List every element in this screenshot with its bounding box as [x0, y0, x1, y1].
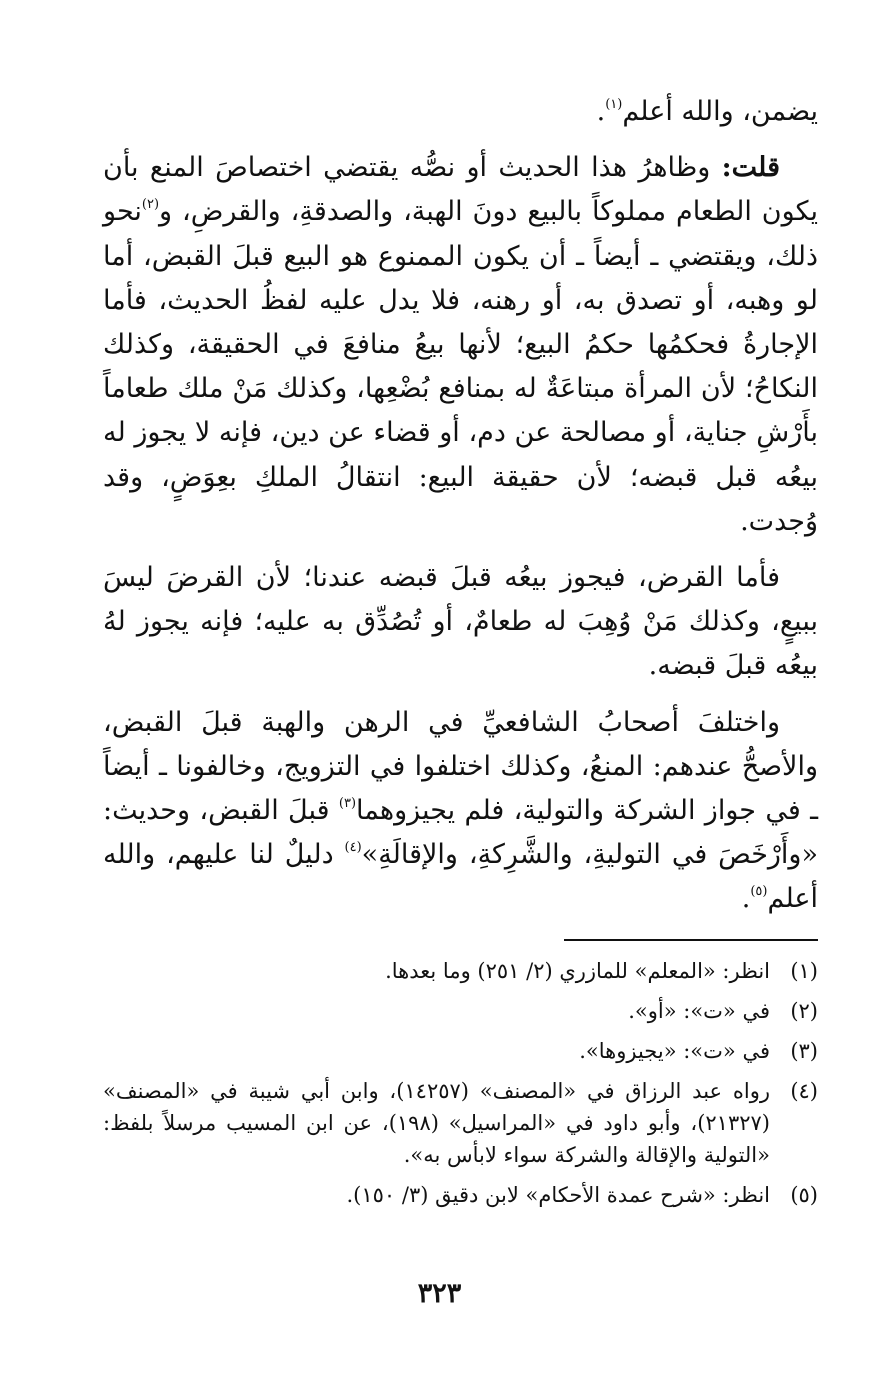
footnote-ref[interactable]: (١): [605, 97, 623, 112]
paragraph-text: فأما القرض، فيجوز بيعُه قبلَ قبضه عندنا؛ لأن القرضَ ليسَ ببيعٍ، وكذلك مَنْ وُهِبَ له طعامٌ، أو تُصُدِّق به عليه؛ فإنه يجوز لهُ بيعُه قبلَ قبضه.: [103, 562, 818, 682]
footnote-item: [103, 995, 818, 1027]
footnote-number: (١): [790, 959, 818, 983]
footnote-item: [103, 1035, 818, 1067]
footnote-item: [103, 1075, 818, 1171]
footnote-separator: [564, 939, 818, 941]
footnote-number: (٢): [790, 999, 818, 1023]
footnote-text: انظر: «شرح عمدة الأحكام» لابن دقيق (٣/ ١٥٠).: [346, 1183, 770, 1207]
footnote-number: (٤): [790, 1079, 818, 1103]
footnote-ref[interactable]: (٣): [338, 796, 357, 812]
paragraph-ikhtilaf: [103, 701, 818, 922]
paragraph-continuation: [103, 90, 818, 134]
footnote-item: [103, 955, 818, 987]
paragraph-qard: [103, 556, 818, 689]
footnote-text: رواه عبد الرزاق في «المصنف» (١٤٢٥٧)، وابن أبي شيبة في «المصنف» (٢١٣٢٧)، وأبو داود في «المراسيل» (١٩٨)، عن ابن المسيب مرسلاً بلفظ: «التولية والإقالة والشركة سواء لابأس به».: [103, 1079, 770, 1167]
paragraph-text: قبلَ القبض، وحديث: «وأَرْخَصَ في التوليةِ، والشَّرِكةِ، والإقالَةِ»: [103, 795, 818, 871]
footnote-ref[interactable]: (٢): [141, 197, 160, 213]
paragraph-qult: [103, 146, 818, 544]
paragraph-lead: قلت:: [721, 152, 780, 184]
paragraph-text: دليلٌ لنا عليهم، والله أعلم: [103, 839, 818, 915]
footnote-ref[interactable]: (٤): [344, 840, 362, 856]
footnote-ref[interactable]: (٥): [750, 884, 768, 900]
footnote-text: في «ت»: «يجيزوها».: [579, 1039, 770, 1063]
footnote-text: في «ت»: «أو».: [628, 999, 770, 1023]
footnote-number: (٥): [790, 1183, 818, 1207]
main-text: [103, 90, 818, 922]
page-number: ٣٢٣: [417, 1278, 462, 1309]
paragraph-text: نحو ذلك، ويقتضي ـ أيضاً ـ أن يكون الممنوع هو البيع قبلَ القبض، أما لو وهبه، أو تصدق به، أو رهنه، فلا يدل عليه لفظُ الحديث، فأما الإجارةُ فحكمُها حكمُ البيع؛ لأنها بيعُ منافعَ في الحقيقة، وكذلك النكاحُ؛ لأن المرأة مبتاعَةٌ له بمنافع بُضْعِها، وكذلك مَنْ ملك طعاماً بأَرْشِ جناية، أو مصالحة عن دم، أو قضاء عن دين، فإنه لا يجوز له بيعُه قبل قبضه؛ لأن حقيقة البيع: انتقالُ الملكِ بعِوَضٍ، وقد وُجدت.: [103, 196, 818, 537]
footnotes: [103, 955, 818, 1219]
footnote-text: انظر: «المعلم» للمازري (٢/ ٢٥١) وما بعدها.: [385, 959, 770, 983]
paragraph-end: .: [741, 883, 751, 915]
footnote-number: (٣): [790, 1039, 818, 1063]
paragraph-text: وظاهرُ هذا الحديث أو نصُّه يقتضي اختصاصَ المنع بأن يكون الطعام مملوكاً بالبيع دونَ الهبة، والصدقةِ، والقرضِ، و: [103, 152, 818, 228]
paragraph-text: واختلفَ أصحابُ الشافعيِّ في الرهن والهبة قبلَ القبض، والأصحُّ عندهم: المنعُ، وكذلك اختلفوا في التزويج، وخالفونا ـ أيضاً ـ في جواز الشركة والتولية، فلم يجيزوهما: [103, 706, 818, 827]
footnote-item: [103, 1179, 818, 1211]
paragraph-text: يضمن، والله أعلم: [622, 96, 818, 127]
paragraph-end: .: [596, 96, 606, 127]
